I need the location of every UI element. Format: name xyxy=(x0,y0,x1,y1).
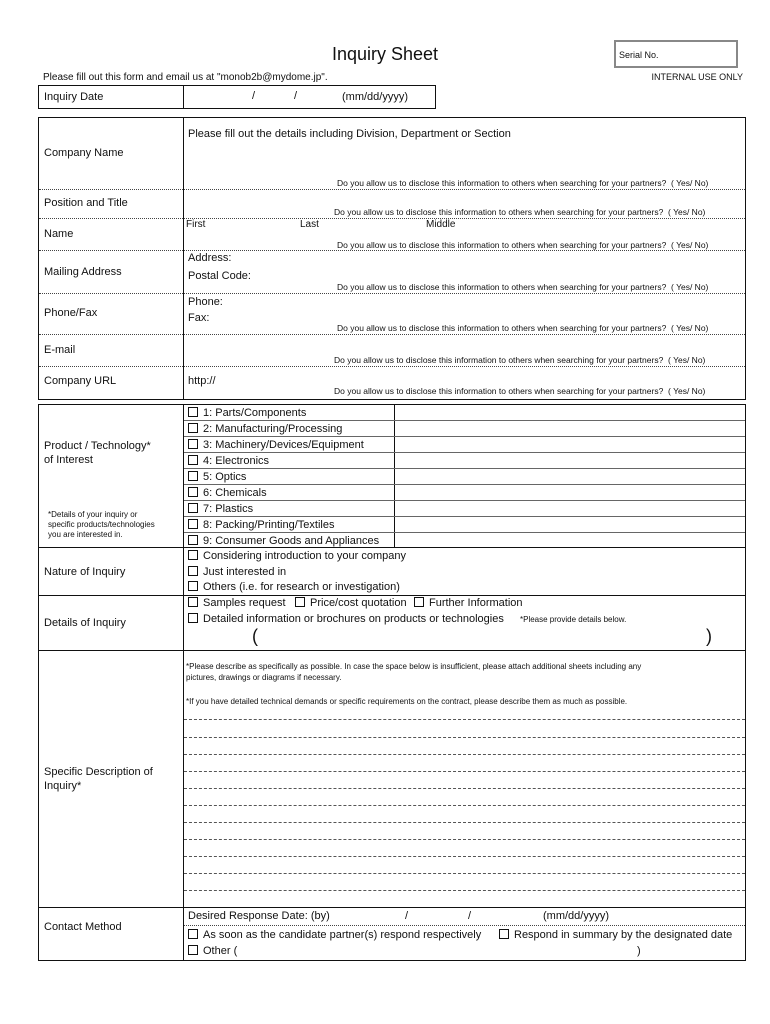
middle-name-label: Middle xyxy=(426,219,456,230)
checkbox[interactable] xyxy=(188,613,198,623)
yes-no-option[interactable]: ( Yes/ No) xyxy=(671,240,709,250)
product-technology-label: Product / Technology* xyxy=(44,440,151,452)
date-separator: / xyxy=(468,910,472,922)
product-option[interactable]: 2: Manufacturing/Processing xyxy=(188,423,342,435)
checkbox[interactable] xyxy=(295,597,305,607)
page-title: Inquiry Sheet xyxy=(331,44,439,64)
checkbox[interactable] xyxy=(188,503,198,513)
form-instruction: Please fill out this form and email us at "monob2b@mydome.jp". xyxy=(43,72,328,83)
email-input[interactable] xyxy=(185,337,743,353)
specific-description-label-2: Inquiry* xyxy=(44,780,82,792)
checkbox[interactable] xyxy=(414,597,424,607)
phone-label: Phone: xyxy=(188,296,223,308)
checkbox[interactable] xyxy=(188,471,198,481)
phone-fax-label: Phone/Fax xyxy=(44,307,98,319)
product-note: *Details of your inquiry or xyxy=(48,510,138,519)
last-name-label: Last xyxy=(300,219,319,230)
checkbox[interactable] xyxy=(188,487,198,497)
contact-method-label: Contact Method xyxy=(44,921,122,933)
date-separator: / xyxy=(405,910,409,922)
disclose-question: Do you allow us to disclose this information to others when searching for your partners? ( Yes/ No) xyxy=(337,282,709,292)
position-title-input[interactable] xyxy=(185,191,743,205)
specific-description-label: Specific Description of xyxy=(44,766,153,778)
contact-option[interactable]: Respond in summary by the designated date xyxy=(499,929,732,941)
disclose-question: Do you allow us to disclose this information to others when searching for your partners? ( Yes/ No) xyxy=(337,240,709,250)
disclose-question: Do you allow us to disclose this information to others when searching for your partners? ( Yes/ No) xyxy=(337,323,709,333)
yes-no-option[interactable]: ( Yes/ No) xyxy=(668,207,706,217)
serial-number-field[interactable] xyxy=(614,40,738,68)
disclose-question: Do you allow us to disclose this information to others when searching for your partners? ( Yes/ No) xyxy=(337,178,709,188)
product-option[interactable]: 7: Plastics xyxy=(188,503,253,515)
url-prefix: http:// xyxy=(188,375,216,387)
checkbox[interactable] xyxy=(499,929,509,939)
checkbox[interactable] xyxy=(188,929,198,939)
checkbox[interactable] xyxy=(188,423,198,433)
checkbox[interactable] xyxy=(188,535,198,545)
product-note: you are interested in. xyxy=(48,530,123,539)
checkbox[interactable] xyxy=(188,407,198,417)
yes-no-option[interactable]: ( Yes/ No) xyxy=(671,178,709,188)
nature-option[interactable]: Considering introduction to your company xyxy=(188,550,406,562)
yes-no-option[interactable]: ( Yes/ No) xyxy=(668,355,706,365)
specific-note: *If you have detailed technical demands or specific requirements on the contract, please describe them as much as possible. xyxy=(186,697,628,706)
product-option[interactable]: 1: Parts/Components xyxy=(188,407,306,419)
contact-option-other[interactable]: Other ( xyxy=(188,945,237,957)
checkbox[interactable] xyxy=(188,519,198,529)
contact-option[interactable]: As soon as the candidate partner(s) respond respectively xyxy=(188,929,481,941)
details-of-inquiry-label: Details of Inquiry xyxy=(44,617,126,629)
checkbox[interactable] xyxy=(188,945,198,955)
checkbox[interactable] xyxy=(188,455,198,465)
specific-note: pictures, drawings or diagrams if necessary. xyxy=(186,673,342,682)
checkbox[interactable] xyxy=(188,439,198,449)
disclose-question: Do you allow us to disclose this information to others when searching for your partners? ( Yes/ No) xyxy=(334,386,706,396)
details-option[interactable]: Further Information xyxy=(414,597,523,609)
specific-description-input[interactable] xyxy=(185,715,743,905)
serial-label: Serial No. xyxy=(619,50,659,60)
disclose-question: Do you allow us to disclose this information to others when searching for your partners? ( Yes/ No) xyxy=(334,207,706,217)
product-option[interactable]: 3: Machinery/Devices/Equipment xyxy=(188,439,364,451)
company-url-label: Company URL xyxy=(44,375,117,387)
postal-code-label: Postal Code: xyxy=(188,270,251,282)
details-option[interactable]: Samples request xyxy=(188,597,286,609)
inquiry-date-label: Inquiry Date xyxy=(44,91,104,103)
yes-no-option[interactable]: ( Yes/ No) xyxy=(671,323,709,333)
details-input[interactable] xyxy=(262,630,702,646)
checkbox[interactable] xyxy=(188,550,198,560)
first-name-label: First xyxy=(186,219,206,230)
date-separator: / xyxy=(294,90,298,102)
mailing-address-label: Mailing Address xyxy=(44,266,122,278)
checkbox[interactable] xyxy=(188,581,198,591)
details-option[interactable]: Price/cost quotation xyxy=(295,597,407,609)
position-title-label: Position and Title xyxy=(44,197,128,209)
internal-use-label: INTERNAL USE ONLY xyxy=(651,72,743,82)
desired-response-date: Desired Response Date: (by) xyxy=(188,910,330,922)
product-option[interactable]: 6: Chemicals xyxy=(188,487,267,499)
company-name-input[interactable] xyxy=(185,140,743,175)
right-paren: ) xyxy=(706,626,712,646)
product-note: specific products/technologies xyxy=(48,520,155,529)
inquiry-date-input[interactable] xyxy=(185,86,435,108)
checkbox[interactable] xyxy=(188,566,198,576)
product-technology-label-2: of Interest xyxy=(44,454,93,466)
right-paren: ) xyxy=(637,945,641,957)
company-name-hint: Please fill out the details including Division, Department or Section xyxy=(188,128,511,140)
product-option[interactable]: 5: Optics xyxy=(188,471,246,483)
address-label: Address: xyxy=(188,252,232,264)
date-format-hint: (mm/dd/yyyy) xyxy=(342,91,408,103)
company-name-label: Company Name xyxy=(44,147,124,159)
desired-response-date-input[interactable] xyxy=(340,909,540,922)
date-format-hint: (mm/dd/yyyy) xyxy=(543,910,609,922)
name-label: Name xyxy=(44,228,74,240)
disclose-question: Do you allow us to disclose this information to others when searching for your partners? ( Yes/ No) xyxy=(334,355,706,365)
left-paren: ( xyxy=(252,626,258,646)
details-option[interactable]: Detailed information or brochures on products or technologies xyxy=(188,613,504,625)
details-note: *Please provide details below. xyxy=(520,615,627,624)
nature-of-inquiry-label: Nature of Inquiry xyxy=(44,566,126,578)
date-separator: / xyxy=(252,90,256,102)
fax-label: Fax: xyxy=(188,312,210,324)
product-option[interactable]: 8: Packing/Printing/Textiles xyxy=(188,519,334,531)
nature-option[interactable]: Just interested in xyxy=(188,566,286,578)
product-option[interactable]: 9: Consumer Goods and Appliances xyxy=(188,535,379,547)
yes-no-option[interactable]: ( Yes/ No) xyxy=(668,386,706,396)
yes-no-option[interactable]: ( Yes/ No) xyxy=(671,282,709,292)
email-label: E-mail xyxy=(44,344,76,356)
product-option[interactable]: 4: Electronics xyxy=(188,455,269,467)
specific-note: *Please describe as specifically as possible. In case the space below is insufficient, please attach additional sheets including any xyxy=(186,662,642,671)
checkbox[interactable] xyxy=(188,597,198,607)
nature-option[interactable]: Others (i.e. for research or investigation) xyxy=(188,581,400,593)
